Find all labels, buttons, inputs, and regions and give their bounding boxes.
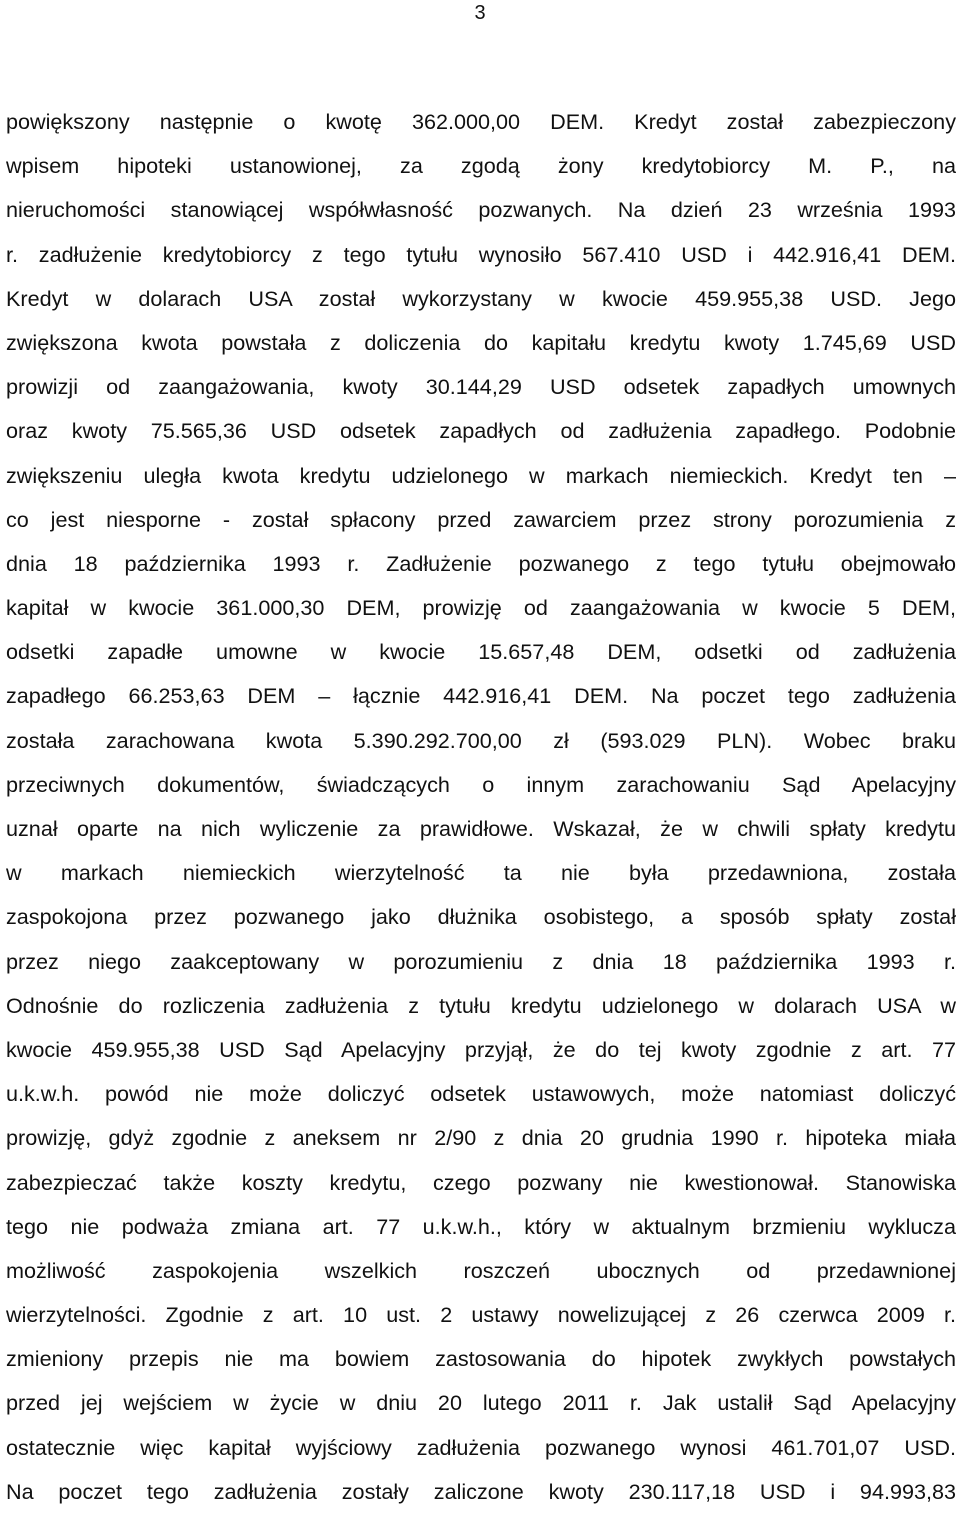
- text-line: prowizję, gdyż zgodnie z aneksem nr 2/90 z dnia 20 grudnia 1990 r. hipoteka miała: [6, 1125, 956, 1151]
- text-line: zmieniony przepis nie ma bowiem zastosowania do hipotek zwykłych powstałych: [6, 1346, 956, 1372]
- text-line: zaspokojona przez pozwanego jako dłużnika osobistego, a sposób spłaty został: [6, 904, 956, 930]
- text-line: Kredyt w dolarach USA został wykorzystany w kwocie 459.955,38 USD. Jego: [6, 285, 956, 311]
- text-line: przed jej wejściem w życie w dniu 20 lutego 2011 r. Jak ustalił Sąd Apelacyjny: [6, 1390, 956, 1416]
- page-number: 3: [474, 2, 486, 24]
- text-line: Odnośnie do rozliczenia zadłużenia z tytułu kredytu udzielonego w dolarach USA w: [6, 992, 956, 1018]
- text-line: prowizji od zaangażowania, kwoty 30.144,29 USD odsetek zapadłych umownych: [6, 374, 956, 400]
- text-line: oraz kwoty 75.565,36 USD odsetek zapadłych od zadłużenia zapadłego. Podobnie: [6, 418, 956, 444]
- text-line: tego nie podważa zmiana art. 77 u.k.w.h., który w aktualnym brzmieniu wyklucza: [6, 1213, 956, 1239]
- text-line: zwiększona kwota powstała z doliczenia do kapitału kredytu kwoty 1.745,69 USD: [6, 329, 956, 355]
- text-line: r. zadłużenie kredytobiorcy z tego tytułu wynosiło 567.410 USD i 442.916,41 DEM.: [6, 241, 956, 267]
- text-line: nieruchomości stanowiącej współwłasność pozwanych. Na dzień 23 września 1993: [6, 197, 956, 223]
- text-line: zwiększeniu uległa kwota kredytu udzielonego w markach niemieckich. Kredyt ten –: [6, 462, 956, 488]
- text-line: w markach niemieckich wierzytelność ta nie była przedawniona, została: [6, 860, 956, 886]
- text-line: odsetki zapadłe umowne w kwocie 15.657,48 DEM, odsetki od zadłużenia: [6, 639, 956, 665]
- text-line: ostatecznie więc kapitał wyjściowy zadłużenia pozwanego wynosi 461.701,07 USD.: [6, 1434, 956, 1460]
- text-line: dnia 18 października 1993 r. Zadłużenie pozwanego z tego tytułu obejmowało: [6, 550, 956, 576]
- document-body: [6, 100, 956, 1514]
- text-line: została zarachowana kwota 5.390.292.700,00 zł (593.029 PLN). Wobec braku: [6, 727, 956, 753]
- text-line: przez niego zaakceptowany w porozumieniu z dnia 18 października 1993 r.: [6, 948, 956, 974]
- text-line: co jest niesporne - został spłacony przed zawarciem przez strony porozumienia z: [6, 506, 956, 532]
- text-line: wierzytelności. Zgodnie z art. 10 ust. 2 ustawy nowelizującej z 26 czerwca 2009 r.: [6, 1302, 956, 1328]
- text-line: przeciwnych dokumentów, świadczących o innym zarachowaniu Sąd Apelacyjny: [6, 771, 956, 797]
- text-line: zapadłego 66.253,63 DEM – łącznie 442.916,41 DEM. Na poczet tego zadłużenia: [6, 683, 956, 709]
- text-line: uznał oparte na nich wyliczenie za prawidłowe. Wskazał, że w chwili spłaty kredytu: [6, 816, 956, 841]
- text-line: kapitał w kwocie 361.000,30 DEM, prowizję od zaangażowania w kwocie 5 DEM,: [6, 595, 956, 621]
- text-line: możliwość zaspokojenia wszelkich roszczeń ubocznych od przedawnionej: [6, 1257, 956, 1283]
- text-line: wpisem hipoteki ustanowionej, za zgodą żony kredytobiorcy M. P., na: [6, 153, 956, 179]
- text-line: kwocie 459.955,38 USD Sąd Apelacyjny przyjął, że do tej kwoty zgodnie z art. 77: [6, 1036, 956, 1062]
- text-line: Na poczet tego zadłużenia zostały zaliczone kwoty 230.117,18 USD i 94.993,83: [6, 1478, 956, 1504]
- text-line: u.k.w.h. powód nie może doliczyć odsetek ustawowych, może natomiast doliczyć: [6, 1081, 956, 1107]
- text-line: zabezpieczać także koszty kredytu, czego pozwany nie kwestionował. Stanowiska: [6, 1169, 956, 1195]
- text-line: powiększony następnie o kwotę 362.000,00 DEM. Kredyt został zabezpieczony: [6, 109, 956, 134]
